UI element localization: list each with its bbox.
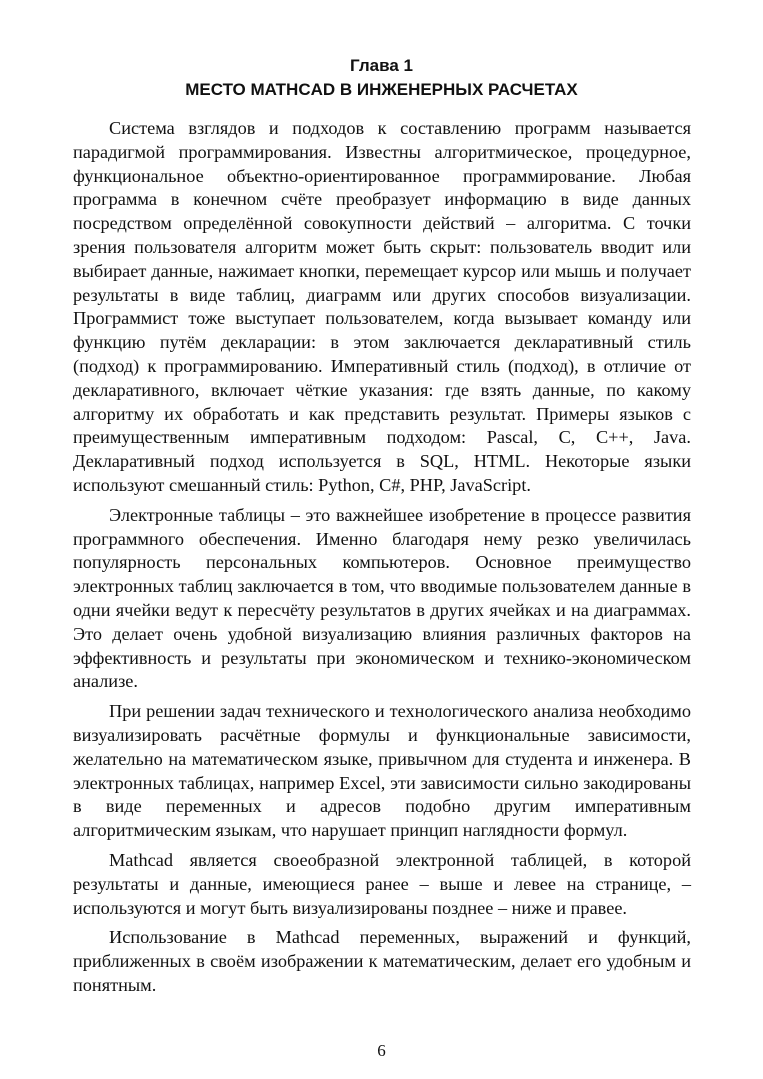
paragraph-3: При решении задач технического и технологического анализа необходимо визуализировать расчётные формулы и функциональные зависимости, желательно на математическом языке, привычном для студента и инженера. В электронных таблицах, например Excel, эти зависимости сильно закодированы в виде переменных и адресов подобно другим императивным алгоритмическим языкам, что нарушает принцип наглядности формул. (73, 701, 691, 841)
paragraph-4: Mathcad является своеобразной электронной таблицей, в которой результаты и данные, имеющиеся ранее – выше и левее на странице, – используются и могут быть визуализированы позднее – ниже и правее. (73, 849, 691, 918)
paragraph-2: Электронные таблицы – это важнейшее изобретение в процессе развития программного обеспечения. Именно благодаря нему резко увеличилась популярность персональных компьютеров. Основное преимущество электронных таблиц заключается в том, что вводимые пользователем данные в одни ячейки ведут к пересчёту результатов в других ячейках и на диаграммах. Это делает очень удобной визуализацию влияния различных факторов на эффективность и результаты при экономическом и технико-экономическом анализе. (73, 504, 691, 692)
chapter-label: Глава 1 (350, 56, 413, 75)
paragraph-5: Использование в Mathcad переменных, выражений и функций, приближенных в своём изображении к математическим, делает его удобным и понятным. (73, 927, 691, 995)
chapter-title: МЕСТО MATHCAD В ИНЖЕНЕРНЫХ РАСЧЕТАХ (185, 80, 578, 99)
paragraph-1: Система взглядов и подходов к составлению программ называется парадигмой программирования. Известны алгоритмическое, процедурное, функциональное объектно-ориентированное программирование. Любая программа в конечном счёте преобразует информацию в виде данных посредством определённой совокупности действий – алгоритма. С точки зрения пользователя алгоритм может быть скрыт: пользователь вводит или выбирает данные, нажимает кнопки, перемещает курсор или мышь и получает результаты в виде таблиц, диаграмм или других способов визуализации. Программист тоже выступает пользователем, когда вызывает команду или функцию путём декларации: в этом заключается декларативный стиль (подход) к программированию. Императивный стиль (подход), в отличие от декларативного, включает чёткие указания: где взять данные, по какому алгоритму их обработать и как представить результат. Примеры языков с преимущественным императивным подходом: Pascal, C, C++, Java. Декларативный подход используется в SQL, HTML. Некоторые языки используют смешанный стиль: Python, C#, PHP, JavaScript. (73, 118, 691, 495)
body-text (73, 117, 691, 998)
page-number: 6 (377, 1041, 386, 1060)
